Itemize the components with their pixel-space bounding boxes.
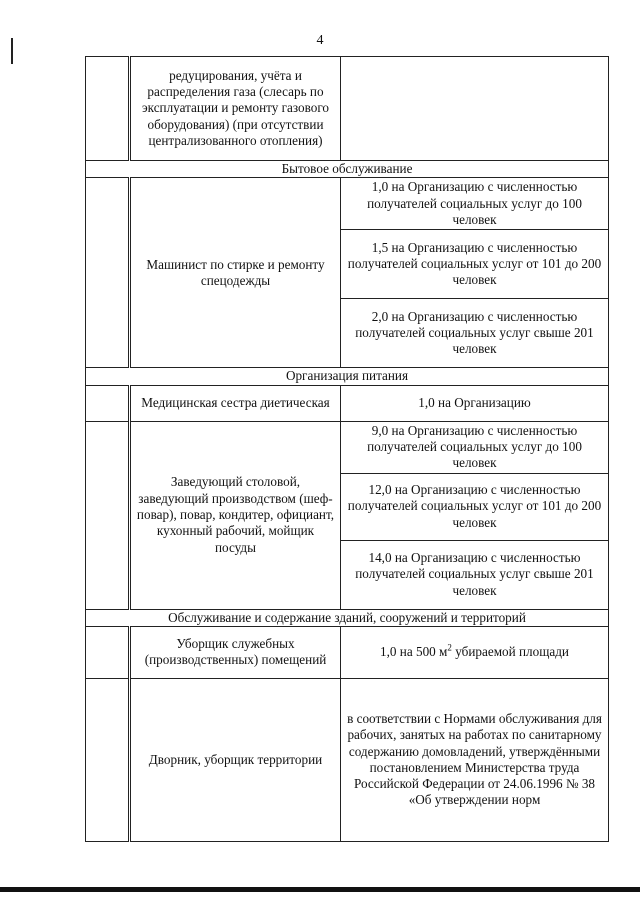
table-row: [86, 178, 609, 230]
number-cell: [86, 421, 130, 609]
section-row: [86, 161, 609, 178]
norm-cell: 1,5 на Организацию с численностью получателей социальных услуг от 101 до 200 человек: [341, 230, 609, 299]
table-row: [86, 626, 609, 678]
superscript: 2: [447, 642, 452, 653]
norm-cell: 9,0 на Организацию с численностью получателей социальных услуг до 100 человек: [341, 421, 609, 473]
section-title-buildings: Обслуживание и содержание зданий, сооружений и территорий: [86, 609, 609, 626]
bottom-scan-border: [0, 887, 640, 892]
table-row: [86, 421, 609, 473]
table-row: [86, 678, 609, 841]
table-row: [86, 385, 609, 421]
staffing-norms-table: [85, 56, 609, 842]
page-number: 4: [316, 33, 324, 48]
position-cell: Заведующий столовой, заведующий производством (шеф-повар), повар, кондитер, официант, кухонный рабочий, мойщик посуды: [130, 421, 341, 609]
number-cell: [86, 385, 130, 421]
number-cell: [86, 178, 130, 368]
number-cell: [86, 626, 130, 678]
section-title-food: Организация питания: [86, 368, 609, 385]
norm-cell: 14,0 на Организацию с численностью получателей социальных услуг свыше 201 человек: [341, 540, 609, 609]
position-cell: редуцирования, учёта и распределения газа (слесарь по эксплуатации и ремонту газового оборудования) (при отсутствии централизованного отопления): [130, 57, 341, 161]
norm-cell: 1,0 на Организацию: [341, 385, 609, 421]
position-cell: Уборщик служебных (производственных) помещений: [130, 626, 341, 678]
norm-cell: 12,0 на Организацию с численностью получателей социальных услуг от 101 до 200 человек: [341, 473, 609, 540]
table-row: [86, 57, 609, 161]
norm-text: 1,0 на 500 м: [379, 644, 448, 660]
section-title-household: Бытовое обслуживание: [86, 161, 609, 178]
left-margin-mark: [11, 38, 13, 64]
norm-cell: [341, 626, 609, 678]
norm-text: убираемой площади: [451, 644, 569, 660]
position-cell: Дворник, уборщик территории: [130, 678, 341, 841]
section-row: [86, 368, 609, 385]
position-cell: Медицинская сестра диетическая: [130, 385, 341, 421]
norm-cell: [341, 57, 609, 161]
norm-cell: 2,0 на Организацию с численностью получателей социальных услуг свыше 201 человек: [341, 299, 609, 368]
norm-cell: в соответствии с Нормами обслуживания для рабочих, занятых на работах по санитарному содержанию домовладений, утверждёнными постановлением Министерства труда Российской Федерации от 24.06.1996 № 38 «Об утверждении норм: [341, 678, 609, 841]
norm-cell: 1,0 на Организацию с численностью получателей социальных услуг до 100 человек: [341, 178, 609, 230]
number-cell: [86, 678, 130, 841]
number-cell: [86, 57, 130, 161]
section-row: [86, 609, 609, 626]
position-cell: Машинист по стирке и ремонту спецодежды: [130, 178, 341, 368]
